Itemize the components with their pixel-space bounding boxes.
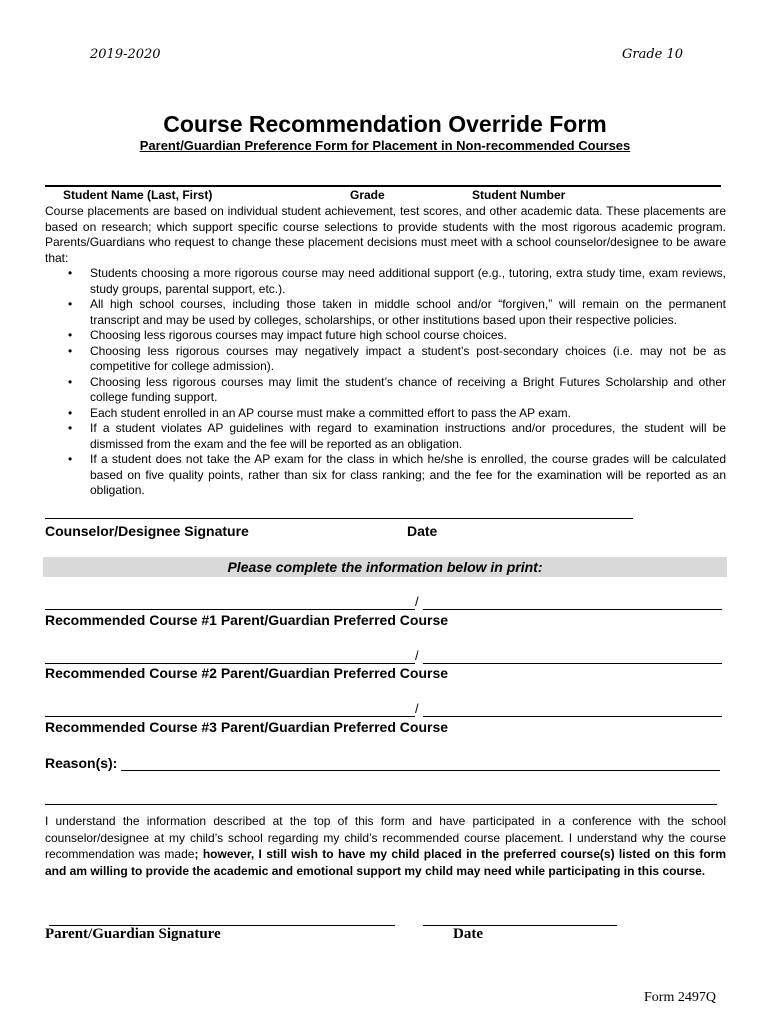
intro-paragraph: Course placements are based on individual student achievement, test scores, and other academic data. These placements are based on research; which support specific course selections to provide students with the most rigorous academic program. Parents/Guardians who request to change these placement decisions must meet with a school counselor/designee to be aware that: bbox=[45, 204, 726, 265]
parent-signature-label: Parent/Guardian Signature bbox=[45, 926, 221, 942]
advisory-item: • All high school courses, including those taken in middle school and/or “forgiven,” will remain on the permanent transcript and may be used by colleges, scholarships, or other institutions based upon their respective policies. bbox=[45, 297, 726, 328]
reason-label: Reason(s): bbox=[45, 755, 118, 771]
reason-field-continued[interactable] bbox=[45, 804, 717, 805]
course-separator: / bbox=[415, 701, 419, 716]
student-number-label: Student Number bbox=[472, 188, 566, 202]
course-separator: / bbox=[415, 594, 419, 609]
preferred-course-1-field[interactable] bbox=[423, 609, 722, 610]
advisory-item: • Choosing less rigorous courses may limit the student’s chance of receiving a Bright Futures Scholarship and other college funding support. bbox=[45, 375, 726, 406]
recommended-course-1-field[interactable] bbox=[45, 609, 415, 610]
student-name-label: Student Name (Last, First) bbox=[63, 188, 213, 202]
course-3-label: Recommended Course #3 Parent/Guardian Preferred Course bbox=[45, 719, 449, 735]
advisory-item: • Students choosing a more rigorous course may need additional support (e.g., tutoring, extra study time, exam reviews, study groups, parental support, etc.). bbox=[45, 266, 726, 297]
print-instructions-banner: Please complete the information below in print: bbox=[43, 557, 727, 577]
course-1-label: Recommended Course #1 Parent/Guardian Preferred Course bbox=[45, 612, 449, 628]
counselor-signature-label: Counselor/Designee Signature bbox=[45, 523, 249, 539]
grade-label: Grade bbox=[350, 188, 385, 202]
agreement-statement bbox=[45, 813, 726, 879]
advisory-item: • Each student enrolled in an AP course must make a committed effort to pass the AP exam. bbox=[45, 406, 726, 422]
agreement-emphasis: ; however, I still wish to have my child placed in the preferred course(s) listed on this form and am willing to provide the academic and emotional support my child may need while participating in this course. bbox=[45, 847, 727, 878]
reason-field[interactable] bbox=[121, 770, 720, 771]
recommended-course-3-field[interactable] bbox=[45, 716, 415, 717]
form-instructions bbox=[45, 204, 726, 499]
advisory-item: • If a student violates AP guidelines with regard to examination instructions and/or procedures, the student will be dismissed from the exam and the fee will be reported as an obligation. bbox=[45, 421, 726, 452]
page-subtitle: Parent/Guardian Preference Form for Placement in Non-recommended Courses bbox=[139, 138, 631, 153]
student-info-line[interactable] bbox=[45, 185, 721, 187]
recommended-course-2-field[interactable] bbox=[45, 663, 415, 664]
preferred-course-2-field[interactable] bbox=[423, 663, 722, 664]
preferred-course-3-field[interactable] bbox=[423, 716, 722, 717]
counselor-signature-line[interactable] bbox=[45, 518, 633, 519]
grade-level: Grade 10 bbox=[622, 47, 684, 62]
parent-date-label: Date bbox=[453, 926, 483, 942]
course-2-label: Recommended Course #2 Parent/Guardian Preferred Course bbox=[45, 665, 449, 681]
page-title: Course Recommendation Override Form bbox=[163, 111, 607, 137]
school-year: 2019-2020 bbox=[90, 47, 161, 62]
counselor-date-label: Date bbox=[407, 523, 438, 539]
advisory-list bbox=[45, 266, 726, 499]
form-number: Form 2497Q bbox=[644, 990, 716, 1005]
advisory-item: • Choosing less rigorous courses may impact future high school course choices. bbox=[45, 328, 726, 344]
advisory-item: • If a student does not take the AP exam for the class in which he/she is enrolled, the course grades will be calculated based on five quality points, rather than six for class ranking; and the fee for the examination will be reported as an obligation. bbox=[45, 452, 726, 499]
agreement-text: I understand the information described at the top of this form and have participated in a conference with the school counselor/designee at my child’s school regarding my child’s recommended course placement. I understand why the course recommendation was made bbox=[45, 814, 726, 861]
course-separator: / bbox=[415, 648, 419, 663]
advisory-item: • Choosing less rigorous courses may negatively impact a student’s post-secondary choices (i.e. may not be as competitive for college admission). bbox=[45, 344, 726, 375]
